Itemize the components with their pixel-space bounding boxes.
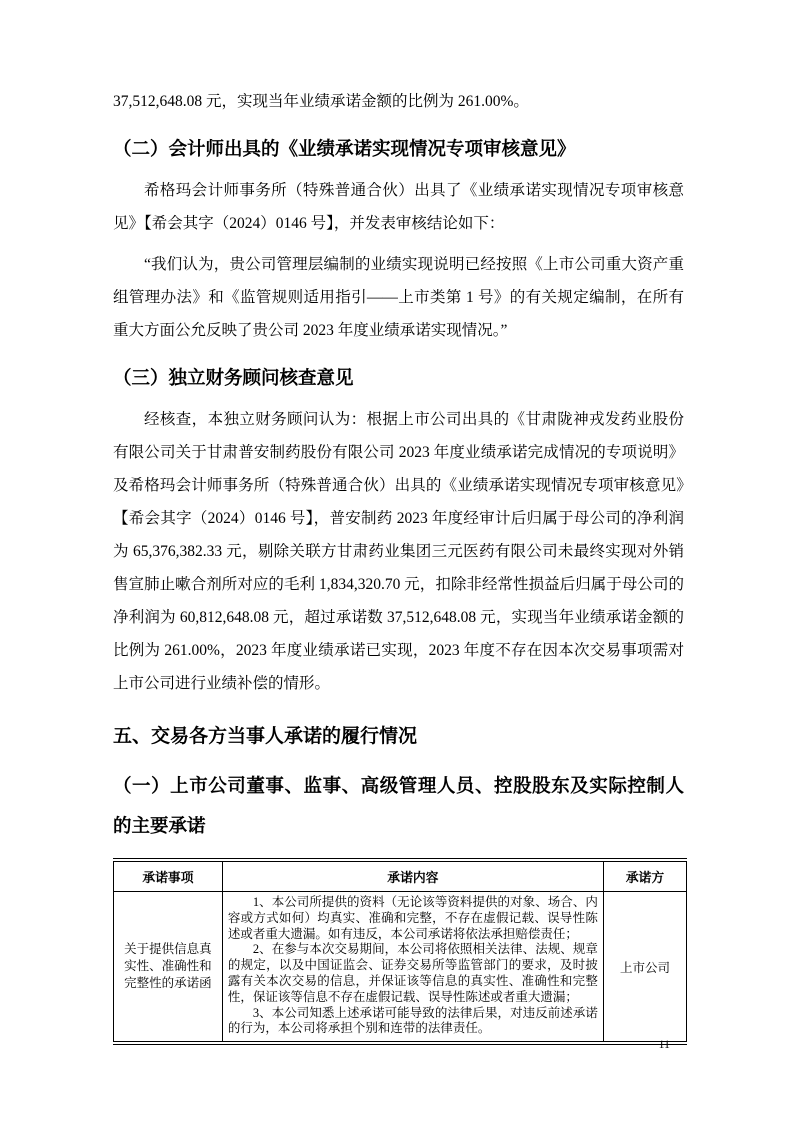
section-3-paragraph-1: 经核查，本独立财务顾问认为：根据上市公司出具的《甘肃陇神戎发药业股份有限公司关于甘肃普安制药股份有限公司 2023 年度业绩承诺完成情况的专项说明》及希格玛会计师事务所（特殊普通合伙）出具的《业绩承诺实现情况专项审核意见》【希会其字（2024）0146 号】，普安制药 2023 年度经审计后归属于母公司的净利润为 65,376,382.33 元，剔除关联方甘肃药业集团三元医药有限公司未最终实现对外销售宣肺止嗽合剂所对应的毛利 1,834,320.70 元，扣除非经常性损益后归属于母公司的净利润为 60,812,648.08 元，超过承诺数 37,512,648.08 元，实现当年业绩承诺金额的比例为 261.00%，2023 年度业绩承诺已实现，2023 年度不存在因本次交易事项需对上市公司进行业绩补偿的情形。 — [113, 411, 684, 692]
commitment-content-clause-2: 2、在参与本次交易期间，本公司将依照相关法律、法规、规章的规定，以及中国证监会、证券交易所等监管部门的要求，及时披露有关本次交易的信息，并保证该等信息的真实性、准确性和完整性，保证该等信息不存在虚假记载、误导性陈述或者重大遗漏； — [227, 942, 598, 1004]
commitments-table — [113, 858, 687, 1045]
section-heading-2: （二）会计师出具的《业绩承诺实现情况专项审核意见》 — [113, 138, 576, 159]
column-header-commitment-content: 承诺内容 — [222, 860, 603, 892]
section-2-paragraph-1: 希格玛会计师事务所（特殊普通合伙）出具了《业绩承诺实现情况专项审核意见》【希会其字（2024）0146 号】，并发表审核结论如下： — [113, 182, 684, 232]
section-heading-3: （三）独立财务顾问核查意见 — [113, 367, 354, 388]
column-header-commitment-party: 承诺方 — [603, 860, 686, 892]
commitment-content-clause-3: 3、本公司知悉上述承诺可能导致的法律后果，对违反前述承诺的行为，本公司将承担个别和连带的法律责任。 — [227, 1005, 598, 1036]
cell-commitment-item: 关于提供信息真实性、准确性和完整性的承诺函 — [124, 942, 212, 991]
page-number: 11 — [658, 1037, 670, 1051]
commitment-content-clause-1: 1、本公司所提供的资料（无论该等资料提供的对象、场合、内容或方式如何）均真实、准确和完整，不存在虚假记载、误导性陈述或者重大遗漏。如有违反，本公司承诺将依法承担赔偿责任； — [227, 895, 598, 941]
table-header-row — [114, 860, 687, 892]
cell-commitment-content — [222, 892, 603, 1044]
cell-commitment-party: 上市公司 — [619, 960, 670, 975]
section-heading-5-1: （一）上市公司董事、监事、高级管理人员、控股股东及实际控制人的主要承诺 — [113, 775, 684, 836]
column-header-commitment-item: 承诺事项 — [114, 860, 223, 892]
section-2-paragraph-quote: “我们认为，贵公司管理层编制的业绩实现说明已经按照《上市公司重大资产重组管理办法》和《监管规则适用指引——上市类第 1 号》的有关规定编制，在所有重大方面公允反映了贵公司 2023 年度业绩承诺实现情况。” — [113, 256, 684, 339]
table-row — [114, 892, 687, 1044]
section-heading-5: 五、交易各方当事人承诺的履行情况 — [113, 726, 418, 747]
paragraph-continuation: 37,512,648.08 元，实现当年业绩承诺金额的比例为 261.00%。 — [113, 93, 529, 110]
